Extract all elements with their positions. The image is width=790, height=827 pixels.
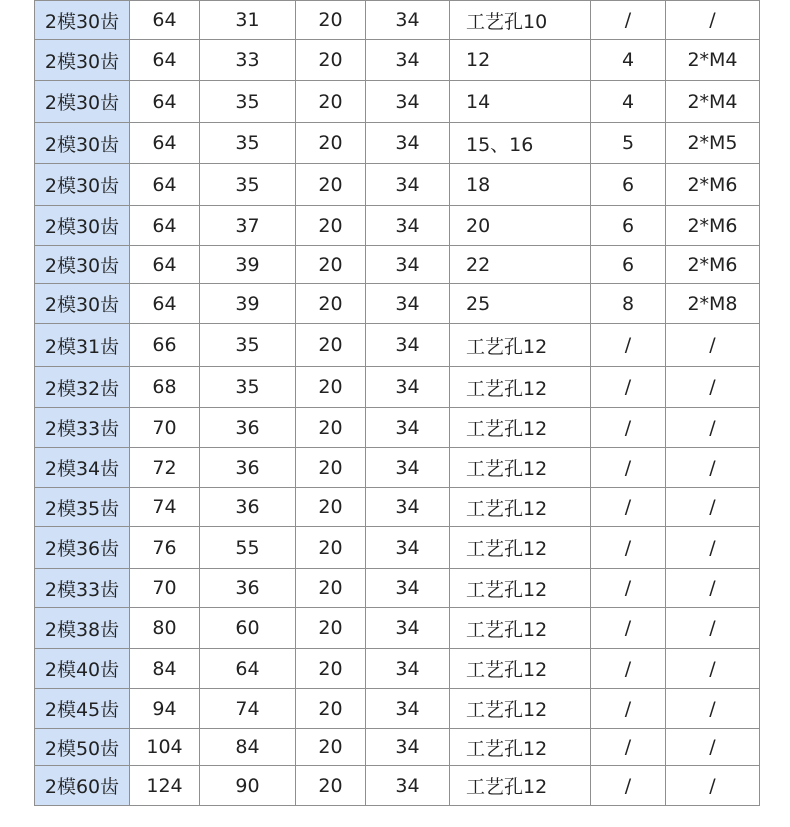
table-row bbox=[35, 81, 760, 123]
od-cell: 94 bbox=[130, 689, 200, 729]
length-cell: 34 bbox=[366, 81, 450, 123]
keyway-cell: 6 bbox=[591, 246, 666, 284]
length-cell: 34 bbox=[366, 608, 450, 649]
table-row bbox=[35, 40, 760, 81]
hub-cell: 37 bbox=[200, 206, 296, 246]
table-row bbox=[35, 1, 760, 40]
bore-cell: 15、16 bbox=[450, 123, 591, 164]
model-cell: 2模30齿 bbox=[35, 206, 130, 246]
length-cell: 34 bbox=[366, 729, 450, 766]
keyway-cell: / bbox=[591, 569, 666, 608]
model-cell: 2模34齿 bbox=[35, 448, 130, 488]
keyway-cell: / bbox=[591, 649, 666, 689]
screw-cell: / bbox=[666, 448, 760, 488]
table-row bbox=[35, 284, 760, 324]
od-cell: 64 bbox=[130, 1, 200, 40]
keyway-cell: / bbox=[591, 324, 666, 367]
screw-cell: / bbox=[666, 527, 760, 569]
bore-cell: 工艺孔12 bbox=[450, 729, 591, 766]
od-cell: 64 bbox=[130, 40, 200, 81]
bore-cell: 18 bbox=[450, 164, 591, 206]
keyway-cell: 8 bbox=[591, 284, 666, 324]
width-cell: 20 bbox=[296, 527, 366, 569]
model-cell: 2模33齿 bbox=[35, 408, 130, 448]
hub-cell: 55 bbox=[200, 527, 296, 569]
bore-cell: 工艺孔12 bbox=[450, 689, 591, 729]
screw-cell: 2*M4 bbox=[666, 40, 760, 81]
width-cell: 20 bbox=[296, 649, 366, 689]
keyway-cell: / bbox=[591, 527, 666, 569]
width-cell: 20 bbox=[296, 367, 366, 408]
keyway-cell: 4 bbox=[591, 40, 666, 81]
hub-cell: 90 bbox=[200, 766, 296, 806]
hub-cell: 36 bbox=[200, 448, 296, 488]
screw-cell: / bbox=[666, 1, 760, 40]
width-cell: 20 bbox=[296, 123, 366, 164]
keyway-cell: 6 bbox=[591, 164, 666, 206]
model-cell: 2模31齿 bbox=[35, 324, 130, 367]
hub-cell: 36 bbox=[200, 569, 296, 608]
model-cell: 2模30齿 bbox=[35, 81, 130, 123]
bore-cell: 20 bbox=[450, 206, 591, 246]
od-cell: 124 bbox=[130, 766, 200, 806]
hub-cell: 35 bbox=[200, 123, 296, 164]
table-row bbox=[35, 164, 760, 206]
keyway-cell: / bbox=[591, 1, 666, 40]
model-cell: 2模30齿 bbox=[35, 123, 130, 164]
bore-cell: 工艺孔12 bbox=[450, 367, 591, 408]
width-cell: 20 bbox=[296, 246, 366, 284]
hub-cell: 36 bbox=[200, 408, 296, 448]
length-cell: 34 bbox=[366, 766, 450, 806]
width-cell: 20 bbox=[296, 40, 366, 81]
table-row bbox=[35, 448, 760, 488]
length-cell: 34 bbox=[366, 649, 450, 689]
width-cell: 20 bbox=[296, 729, 366, 766]
model-cell: 2模35齿 bbox=[35, 488, 130, 527]
hub-cell: 33 bbox=[200, 40, 296, 81]
screw-cell: / bbox=[666, 729, 760, 766]
keyway-cell: / bbox=[591, 766, 666, 806]
keyway-cell: / bbox=[591, 689, 666, 729]
length-cell: 34 bbox=[366, 40, 450, 81]
table-body bbox=[35, 1, 760, 806]
screw-cell: / bbox=[666, 488, 760, 527]
table-row bbox=[35, 649, 760, 689]
width-cell: 20 bbox=[296, 206, 366, 246]
keyway-cell: / bbox=[591, 729, 666, 766]
width-cell: 20 bbox=[296, 164, 366, 206]
length-cell: 34 bbox=[366, 527, 450, 569]
od-cell: 72 bbox=[130, 448, 200, 488]
width-cell: 20 bbox=[296, 448, 366, 488]
table-row bbox=[35, 206, 760, 246]
od-cell: 64 bbox=[130, 164, 200, 206]
bore-cell: 工艺孔12 bbox=[450, 448, 591, 488]
table-row bbox=[35, 766, 760, 806]
screw-cell: 2*M6 bbox=[666, 164, 760, 206]
model-cell: 2模40齿 bbox=[35, 649, 130, 689]
od-cell: 64 bbox=[130, 206, 200, 246]
hub-cell: 35 bbox=[200, 324, 296, 367]
keyway-cell: / bbox=[591, 367, 666, 408]
length-cell: 34 bbox=[366, 284, 450, 324]
od-cell: 64 bbox=[130, 123, 200, 164]
screw-cell: / bbox=[666, 649, 760, 689]
width-cell: 20 bbox=[296, 284, 366, 324]
bore-cell: 工艺孔10 bbox=[450, 1, 591, 40]
gear-spec-table bbox=[34, 0, 760, 806]
length-cell: 34 bbox=[366, 164, 450, 206]
width-cell: 20 bbox=[296, 569, 366, 608]
length-cell: 34 bbox=[366, 488, 450, 527]
screw-cell: 2*M6 bbox=[666, 206, 760, 246]
length-cell: 34 bbox=[366, 569, 450, 608]
hub-cell: 60 bbox=[200, 608, 296, 649]
model-cell: 2模60齿 bbox=[35, 766, 130, 806]
length-cell: 34 bbox=[366, 448, 450, 488]
length-cell: 34 bbox=[366, 367, 450, 408]
table-row bbox=[35, 729, 760, 766]
length-cell: 34 bbox=[366, 408, 450, 448]
table-row bbox=[35, 324, 760, 367]
hub-cell: 64 bbox=[200, 649, 296, 689]
screw-cell: 2*M5 bbox=[666, 123, 760, 164]
hub-cell: 84 bbox=[200, 729, 296, 766]
model-cell: 2模50齿 bbox=[35, 729, 130, 766]
width-cell: 20 bbox=[296, 1, 366, 40]
screw-cell: / bbox=[666, 569, 760, 608]
keyway-cell: 6 bbox=[591, 206, 666, 246]
keyway-cell: 5 bbox=[591, 123, 666, 164]
table-row bbox=[35, 689, 760, 729]
od-cell: 64 bbox=[130, 284, 200, 324]
width-cell: 20 bbox=[296, 766, 366, 806]
width-cell: 20 bbox=[296, 689, 366, 729]
od-cell: 70 bbox=[130, 569, 200, 608]
hub-cell: 39 bbox=[200, 246, 296, 284]
screw-cell: / bbox=[666, 608, 760, 649]
od-cell: 104 bbox=[130, 729, 200, 766]
screw-cell: 2*M8 bbox=[666, 284, 760, 324]
bore-cell: 工艺孔12 bbox=[450, 608, 591, 649]
bore-cell: 12 bbox=[450, 40, 591, 81]
model-cell: 2模30齿 bbox=[35, 164, 130, 206]
length-cell: 34 bbox=[366, 689, 450, 729]
model-cell: 2模38齿 bbox=[35, 608, 130, 649]
screw-cell: / bbox=[666, 324, 760, 367]
table-row bbox=[35, 608, 760, 649]
bore-cell: 工艺孔12 bbox=[450, 408, 591, 448]
screw-cell: 2*M6 bbox=[666, 246, 760, 284]
bore-cell: 工艺孔12 bbox=[450, 649, 591, 689]
width-cell: 20 bbox=[296, 488, 366, 527]
width-cell: 20 bbox=[296, 81, 366, 123]
screw-cell: / bbox=[666, 689, 760, 729]
table-row bbox=[35, 488, 760, 527]
screw-cell: / bbox=[666, 367, 760, 408]
hub-cell: 74 bbox=[200, 689, 296, 729]
spec-table-container bbox=[34, 0, 760, 806]
keyway-cell: / bbox=[591, 408, 666, 448]
od-cell: 84 bbox=[130, 649, 200, 689]
od-cell: 70 bbox=[130, 408, 200, 448]
model-cell: 2模45齿 bbox=[35, 689, 130, 729]
screw-cell: / bbox=[666, 408, 760, 448]
bore-cell: 25 bbox=[450, 284, 591, 324]
width-cell: 20 bbox=[296, 608, 366, 649]
table-row bbox=[35, 527, 760, 569]
bore-cell: 工艺孔12 bbox=[450, 324, 591, 367]
width-cell: 20 bbox=[296, 324, 366, 367]
hub-cell: 39 bbox=[200, 284, 296, 324]
model-cell: 2模32齿 bbox=[35, 367, 130, 408]
width-cell: 20 bbox=[296, 408, 366, 448]
length-cell: 34 bbox=[366, 123, 450, 164]
bore-cell: 14 bbox=[450, 81, 591, 123]
keyway-cell: / bbox=[591, 448, 666, 488]
table-row bbox=[35, 123, 760, 164]
screw-cell: 2*M4 bbox=[666, 81, 760, 123]
hub-cell: 36 bbox=[200, 488, 296, 527]
table-row bbox=[35, 408, 760, 448]
hub-cell: 35 bbox=[200, 81, 296, 123]
model-cell: 2模30齿 bbox=[35, 1, 130, 40]
table-row bbox=[35, 569, 760, 608]
table-row bbox=[35, 367, 760, 408]
screw-cell: / bbox=[666, 766, 760, 806]
keyway-cell: / bbox=[591, 608, 666, 649]
hub-cell: 35 bbox=[200, 367, 296, 408]
od-cell: 76 bbox=[130, 527, 200, 569]
od-cell: 64 bbox=[130, 246, 200, 284]
length-cell: 34 bbox=[366, 246, 450, 284]
length-cell: 34 bbox=[366, 206, 450, 246]
model-cell: 2模30齿 bbox=[35, 246, 130, 284]
od-cell: 68 bbox=[130, 367, 200, 408]
length-cell: 34 bbox=[366, 324, 450, 367]
model-cell: 2模33齿 bbox=[35, 569, 130, 608]
bore-cell: 工艺孔12 bbox=[450, 569, 591, 608]
bore-cell: 工艺孔12 bbox=[450, 527, 591, 569]
model-cell: 2模30齿 bbox=[35, 284, 130, 324]
keyway-cell: / bbox=[591, 488, 666, 527]
od-cell: 64 bbox=[130, 81, 200, 123]
table-row bbox=[35, 246, 760, 284]
od-cell: 80 bbox=[130, 608, 200, 649]
hub-cell: 35 bbox=[200, 164, 296, 206]
model-cell: 2模36齿 bbox=[35, 527, 130, 569]
length-cell: 34 bbox=[366, 1, 450, 40]
bore-cell: 工艺孔12 bbox=[450, 488, 591, 527]
od-cell: 66 bbox=[130, 324, 200, 367]
bore-cell: 22 bbox=[450, 246, 591, 284]
model-cell: 2模30齿 bbox=[35, 40, 130, 81]
od-cell: 74 bbox=[130, 488, 200, 527]
bore-cell: 工艺孔12 bbox=[450, 766, 591, 806]
hub-cell: 31 bbox=[200, 1, 296, 40]
keyway-cell: 4 bbox=[591, 81, 666, 123]
